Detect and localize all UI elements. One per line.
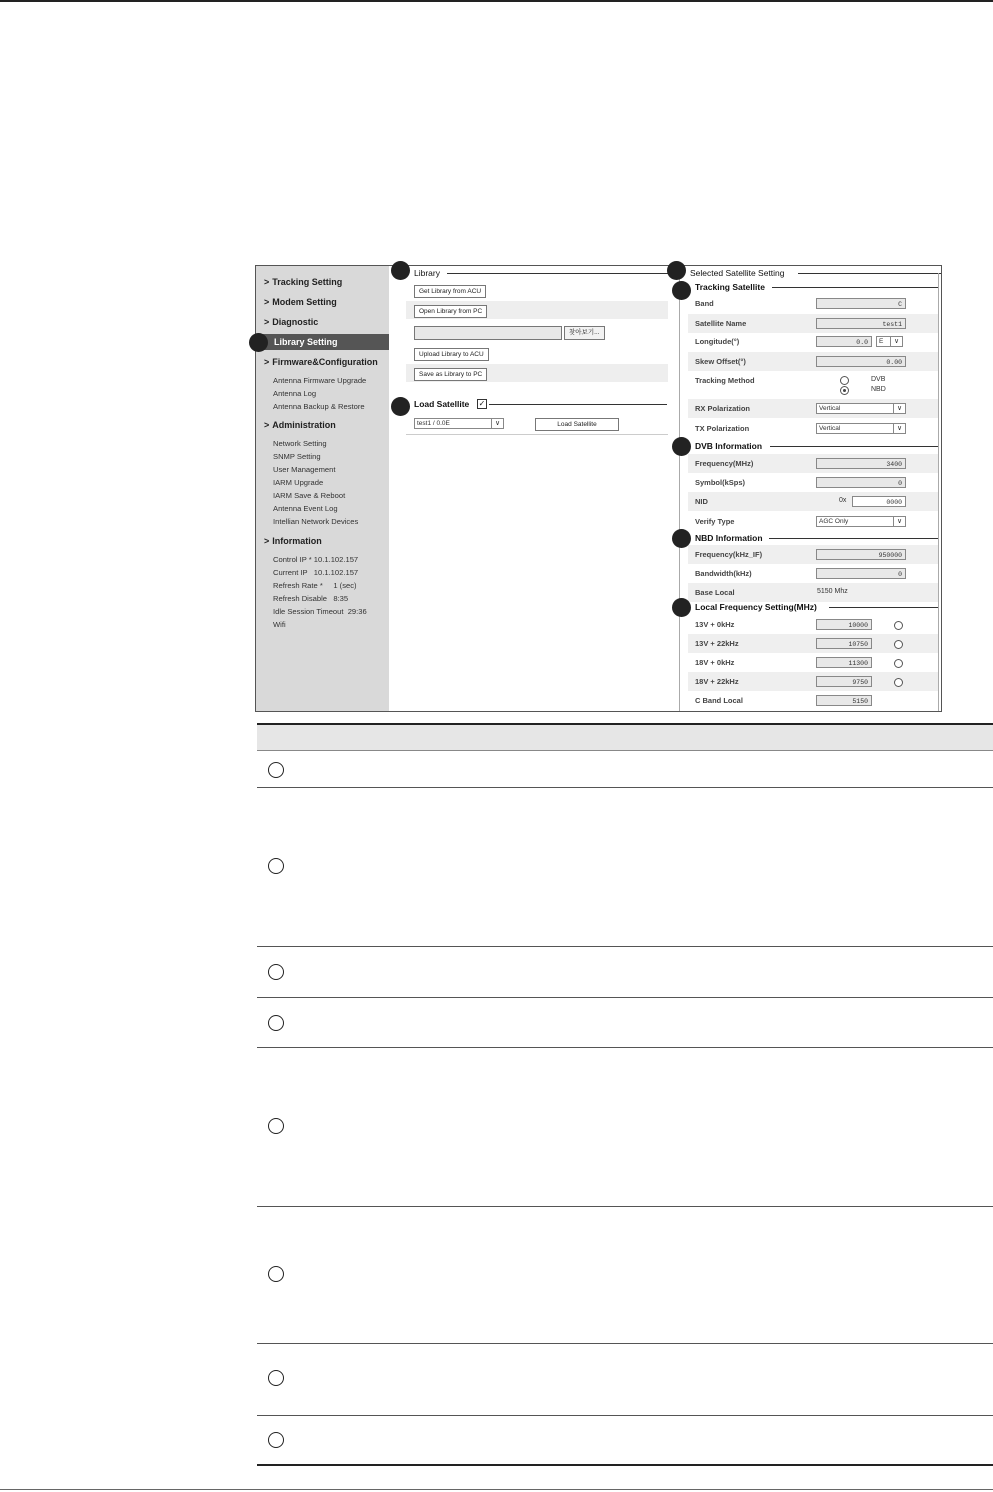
sidebar-subitem-snmp-setting[interactable]: SNMP Setting [273, 452, 321, 461]
base-local-label: Base Local [695, 588, 735, 597]
symbol-field[interactable]: 0 [816, 477, 906, 488]
local-18v-0khz-label: 18V + 0kHz [695, 658, 735, 667]
tracking-method-dvb-radio[interactable] [840, 376, 849, 385]
callout-marker-tracking-satellite [672, 281, 691, 300]
nid-field[interactable]: 0000 [852, 496, 906, 507]
callout-marker-library [391, 261, 410, 280]
bandwidth-label: Bandwidth(kHz) [695, 569, 752, 578]
tx-polarization-select[interactable]: Vertical ∨ [816, 423, 906, 434]
top-rule [0, 0, 993, 2]
chevron-right-icon: > [264, 317, 270, 327]
info-refresh-rate: Refresh Rate * 1 (sec) [273, 581, 357, 590]
load-satellite-title: Load Satellite [414, 399, 470, 409]
sidebar-subitem-antenna-backup-restore[interactable]: Antenna Backup & Restore [273, 402, 365, 411]
row-number-circle [268, 858, 284, 874]
tracking-satellite-title: Tracking Satellite [695, 282, 765, 292]
nid-prefix: 0x [839, 497, 847, 504]
chevron-right-icon: > [264, 536, 270, 546]
longitude-field[interactable]: 0.0 [816, 336, 872, 347]
selected-satellite-title: Selected Satellite Setting [690, 268, 785, 278]
library-title-line [447, 273, 679, 274]
sidebar-subitem-antenna-log[interactable]: Antenna Log [273, 389, 317, 398]
table-row [257, 1207, 993, 1344]
ui-screenshot [255, 265, 942, 712]
local-18v-0khz-field[interactable]: 11300 [816, 657, 872, 668]
symbol-label: Symbol(kSps) [695, 478, 746, 487]
chevron-down-icon: ∨ [491, 419, 503, 428]
sidebar-subitem-antenna-event-log[interactable]: Antenna Event Log [273, 504, 338, 513]
table-row [257, 1416, 993, 1466]
browse-button[interactable]: 찾아보기... [564, 326, 605, 340]
c-band-local-label: C Band Local [695, 696, 743, 705]
load-satellite-button[interactable]: Load Satellite [535, 418, 619, 431]
chevron-right-icon: > [264, 420, 270, 430]
dvb-frequency-field[interactable]: 3400 [816, 458, 906, 469]
tx-polarization-label: TX Polarization [695, 424, 750, 433]
nid-label: NID [695, 497, 708, 506]
row-number-circle [268, 1370, 284, 1386]
row-number-circle [268, 964, 284, 980]
table-row [257, 1048, 993, 1207]
local-13v-0khz-radio[interactable] [894, 621, 903, 630]
library-title: Library [414, 268, 440, 278]
table-row [257, 1344, 993, 1416]
row-number-circle [268, 1015, 284, 1031]
longitude-direction-select[interactable]: E ∨ [876, 336, 903, 347]
sidebar-subitem-iarm-upgrade[interactable]: IARM Upgrade [273, 478, 324, 487]
callout-marker-selected-satellite [667, 261, 686, 280]
table-row [257, 998, 993, 1048]
local-18v-22khz-field[interactable]: 9750 [816, 676, 872, 687]
skew-offset-label: Skew Offset(°) [695, 357, 746, 366]
row-number-circle [268, 1266, 284, 1282]
callout-marker-local-frequency [672, 598, 691, 617]
verify-type-label: Verify Type [695, 517, 735, 526]
tracking-method-nbd-radio[interactable] [840, 386, 849, 395]
chevron-down-icon: ∨ [893, 404, 905, 413]
base-local-value: 5150 Mhz [817, 588, 848, 595]
sidebar-subitem-user-management[interactable]: User Management [273, 465, 336, 474]
chevron-right-icon: > [264, 297, 270, 307]
upload-library-to-acu-button[interactable]: Upload Library to ACU [414, 348, 489, 361]
local-13v-22khz-field[interactable]: 10750 [816, 638, 872, 649]
sidebar-item-library-setting[interactable]: Library Setting [256, 334, 389, 350]
row-number-circle [268, 1118, 284, 1134]
bottom-rule [0, 1489, 993, 1490]
rx-polarization-label: RX Polarization [695, 404, 751, 413]
callout-marker-load-satellite [391, 397, 410, 416]
c-band-local-field[interactable]: 5150 [816, 695, 872, 706]
callout-marker-dvb-information [672, 437, 691, 456]
info-current-ip: Current IP 10.1.102.157 [273, 568, 359, 577]
get-library-from-acu-button[interactable]: Get Library from ACU [414, 285, 486, 298]
sidebar-item-tracking-setting[interactable]: > Tracking Setting [264, 277, 343, 287]
table-row [257, 751, 993, 788]
nbd-information-title: NBD Information [695, 533, 763, 543]
sidebar-item-modem-setting[interactable]: > Modem Setting [264, 297, 337, 307]
longitude-label: Longitude(°) [695, 337, 740, 346]
local-18v-22khz-label: 18V + 22kHz [695, 677, 739, 686]
local-13v-0khz-field[interactable]: 10000 [816, 619, 872, 630]
local-18v-0khz-radio[interactable] [894, 659, 903, 668]
band-field[interactable]: C [816, 298, 906, 309]
load-satellite-checkbox[interactable]: ✓ [478, 399, 486, 408]
chevron-right-icon: > [264, 357, 270, 367]
local-13v-22khz-radio[interactable] [894, 640, 903, 649]
chevron-down-icon: ∨ [893, 517, 905, 526]
nbd-frequency-field[interactable]: 950000 [816, 549, 906, 560]
info-control-ip: Control IP * 10.1.102.157 [273, 555, 359, 564]
local-frequency-title: Local Frequency Setting(MHz) [695, 602, 817, 612]
dvb-frequency-label: Frequency(MHz) [695, 459, 754, 468]
rx-polarization-select[interactable]: Vertical ∨ [816, 403, 906, 414]
sidebar-subitem-antenna-firmware-upgrade[interactable]: Antenna Firmware Upgrade [273, 376, 367, 385]
save-as-library-to-pc-button[interactable]: Save as Library to PC [414, 368, 487, 381]
load-satellite-line [489, 404, 667, 405]
library-file-path-input[interactable] [414, 326, 562, 340]
sidebar-item-diagnostic[interactable]: > Diagnostic [264, 317, 319, 327]
local-13v-0khz-label: 13V + 0kHz [695, 620, 735, 629]
sidebar-subitem-network-setting[interactable]: Network Setting [273, 439, 327, 448]
open-library-from-pc-button[interactable]: Open Library from PC [414, 305, 487, 318]
tracking-method-dvb-label: DVB [871, 376, 886, 383]
row-number-circle [268, 762, 284, 778]
callout-marker-nbd-information [672, 529, 691, 548]
chevron-down-icon: ∨ [893, 424, 905, 433]
tracking-method-label: Tracking Method [695, 376, 755, 385]
bandwidth-field[interactable]: 0 [816, 568, 906, 579]
table-row [257, 947, 993, 998]
info-wifi: Wifi [273, 620, 286, 629]
satellite-select[interactable]: test1 / 0.0E ∨ [414, 418, 504, 429]
info-idle-session-timeout: Idle Session Timeout 29:36 [273, 607, 367, 616]
title-line [798, 273, 941, 274]
satellite-name-label: Satellite Name [695, 319, 747, 328]
satellite-name-field[interactable]: test1 [816, 318, 906, 329]
row-number-circle [268, 1432, 284, 1448]
band-label: Band [695, 299, 714, 308]
selected-satellite-pane [680, 266, 941, 711]
dvb-information-title: DVB Information [695, 441, 763, 451]
nbd-frequency-label: Frequency(kHz_IF) [695, 550, 763, 559]
table-header [257, 723, 993, 751]
info-refresh-disable: Refresh Disable 8:35 [273, 594, 349, 603]
verify-type-select[interactable]: AGC Only ∨ [816, 516, 906, 527]
local-18v-22khz-radio[interactable] [894, 678, 903, 687]
library-pane [389, 266, 680, 711]
sidebar [256, 266, 389, 711]
skew-offset-field[interactable]: 0.00 [816, 356, 906, 367]
tracking-method-nbd-label: NBD [871, 386, 886, 393]
sidebar-item-firmware-configuration[interactable]: > Firmware&Configuration [264, 357, 378, 367]
local-13v-22khz-label: 13V + 22kHz [695, 639, 739, 648]
table-row [257, 788, 993, 947]
chevron-down-icon: ∨ [890, 337, 902, 346]
sidebar-item-information[interactable]: > Information [264, 536, 322, 546]
sidebar-subitem-intellian-network-devices[interactable]: Intellian Network Devices [273, 517, 359, 526]
callout-marker-library-setting [249, 333, 268, 352]
sidebar-subitem-iarm-save-reboot[interactable]: IARM Save & Reboot [273, 491, 346, 500]
sidebar-item-administration[interactable]: > Administration [264, 420, 336, 430]
chevron-right-icon: > [264, 277, 270, 287]
